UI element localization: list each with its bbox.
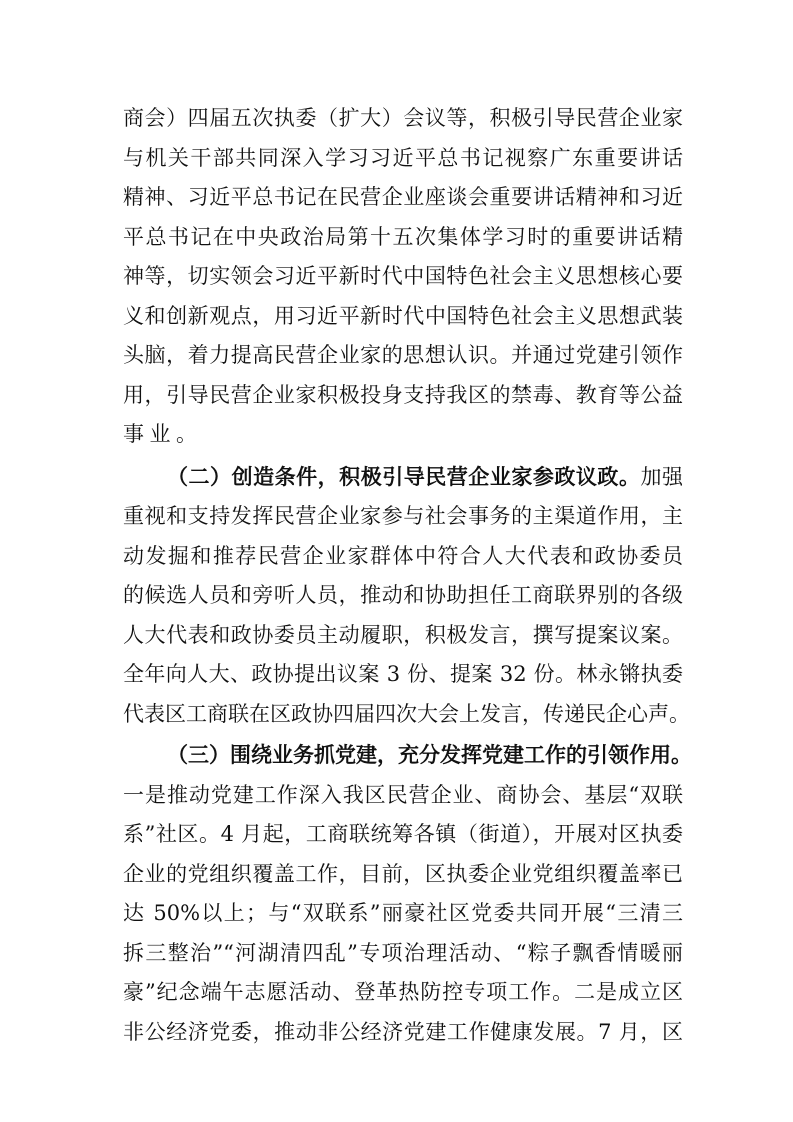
text-line: 事业。 — [123, 422, 203, 446]
text-line: 用，引导民营企业家积极投身支持我区的禁毒、教育等公益 — [123, 383, 683, 407]
section-heading-2-line — [167, 462, 683, 492]
text-line: 全年向人大、政协提出议案 3 份、提案 32 份。林永锵执委 — [123, 662, 683, 686]
text-line: 义和创新观点，用习近平新时代中国特色社会主义思想武装 — [123, 304, 683, 328]
text-line: 系”社区。4 月起，工商联统筹各镇（街道），开展对区执委 — [123, 822, 683, 846]
text-line: 动发掘和推荐民营企业家群体中符合人大代表和政协委员 — [123, 544, 683, 568]
text-line: 头脑，着力提高民营企业家的思想认识。并通过党建引领作 — [123, 343, 683, 367]
section-heading-3: （三）围绕业务抓党建，充分发挥党建工作的引领作用。 — [167, 742, 692, 767]
section-heading-2-tail: 加强 — [640, 465, 684, 489]
text-line: 的候选人员和旁听人员，推动和协助担任工商联界别的各级 — [123, 583, 683, 607]
text-line: 拆三整治”“河湖清四乱”专项治理活动、“粽子飘香情暖丽 — [123, 941, 683, 965]
text-line: 企业的党组织覆盖工作，目前，区执委企业党组织覆盖率已 — [123, 862, 683, 886]
text-line: 神等，切实领会习近平新时代中国特色社会主义思想核心要 — [123, 264, 683, 288]
text-line: 人大代表和政协委员主动履职，积极发言，撰写提案议案。 — [123, 623, 683, 647]
text-line: 与机关干部共同深入学习习近平总书记视察广东重要讲话 — [123, 146, 683, 170]
text-line: 商会）四届五次执委（扩大）会议等，积极引导民营企业家 — [123, 106, 683, 130]
text-line: 豪”纪念端午志愿活动、登革热防控专项工作。二是成立区 — [123, 980, 683, 1004]
text-line: 非公经济党委，推动非公经济党建工作健康发展。7 月，区 — [123, 1020, 683, 1044]
section-heading-2: （二）创造条件，积极引导民营企业家参政议政。 — [167, 464, 641, 489]
text-line: 平总书记在中央政治局第十五次集体学习时的重要讲话精 — [123, 225, 683, 249]
text-line: 精神、习近平总书记在民营企业座谈会重要讲话精神和习近 — [123, 185, 683, 209]
text-line: 重视和支持发挥民营企业家参与社会事务的主渠道作用，主 — [123, 504, 683, 528]
text-line: 达 50%以上；与“双联系”丽豪社区党委共同开展“三清三 — [123, 901, 683, 925]
text-line: 代表区工商联在区政协四届四次大会上发言，传递民企心声。 — [123, 702, 690, 726]
text-line: 一是推动党建工作深入我区民营企业、商协会、基层“双联 — [123, 783, 683, 807]
